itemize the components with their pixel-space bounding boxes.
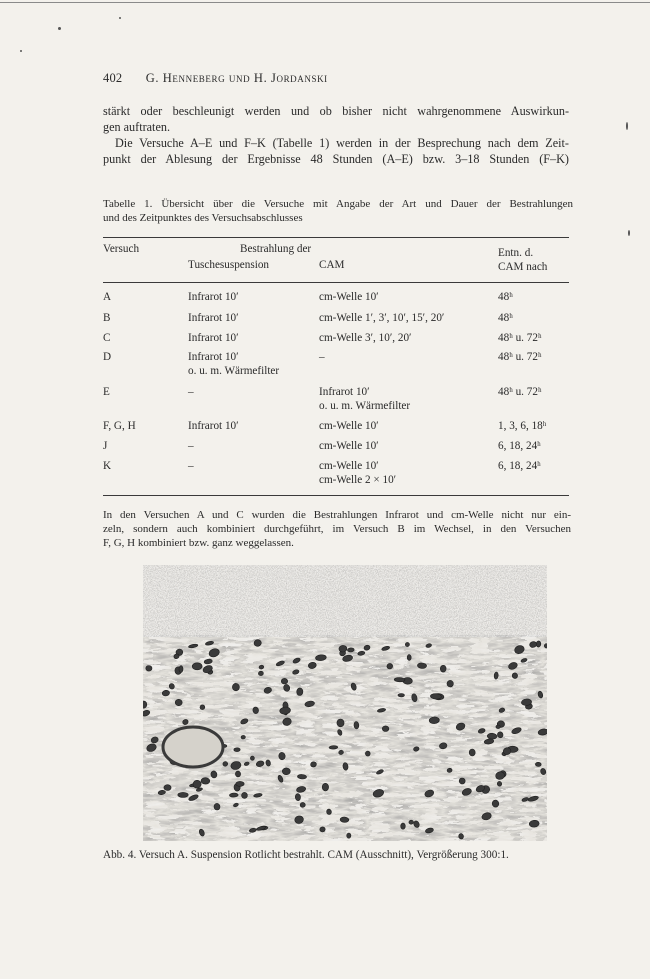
table-header-rule [103, 282, 569, 283]
cell-nucleus [365, 751, 370, 756]
cell-cam: cm-Welle 1′, 3′, 10′, 15′, 20′ [319, 312, 445, 324]
cell-versuch: D [103, 351, 112, 363]
cell-nucleus [232, 683, 240, 691]
cell-nucleus [497, 781, 502, 787]
cell-nucleus [417, 663, 427, 669]
caption-line: Tabelle 1. Übersicht über die Versuche mit Angabe der Art und Dauer der Bestrahlungen [103, 198, 573, 210]
cell-nucleus [535, 762, 541, 766]
cell-nucleus [250, 756, 254, 760]
cell-nucleus [407, 655, 411, 661]
cell-cam: cm-Welle 3′, 10′, 20′ [319, 332, 412, 344]
cell-tusche: Infrarot 10′ [188, 291, 239, 303]
micrograph-image [143, 565, 547, 841]
cell-cam: – [319, 351, 325, 363]
cell-nucleus [175, 699, 182, 706]
table-footnote [103, 509, 571, 550]
cell-tusche: – [188, 440, 194, 452]
cell-cam: cm-Welle 10′ [319, 291, 379, 303]
cell-nucleus [347, 648, 354, 653]
cell-nucleus [297, 774, 306, 779]
cell-nucleus [222, 761, 228, 766]
cell-cam-line2: cm-Welle 2 × 10′ [319, 474, 397, 486]
cell-nucleus [494, 672, 499, 680]
speck [20, 50, 22, 52]
header-cam: CAM [319, 259, 345, 271]
cell-tusche: Infrarot 10′ [188, 420, 239, 432]
cell-nucleus [297, 688, 304, 696]
cell-entn: 48ʰ u. 72ʰ [498, 332, 542, 344]
cell-nucleus [234, 748, 241, 752]
cell-entn: 48ʰ u. 72ʰ [498, 386, 542, 398]
cell-cam: cm-Welle 10′ [319, 460, 379, 472]
cell-nucleus [329, 745, 338, 749]
cell-nucleus [487, 733, 497, 739]
cell-nucleus [440, 665, 446, 672]
speck [119, 17, 121, 19]
cell-nucleus [347, 833, 351, 838]
cell-versuch: A [103, 291, 112, 303]
cell-tusche: Infrarot 10′ [188, 332, 239, 344]
text-line: gen auftraten. [103, 119, 170, 134]
table-top-rule [103, 237, 569, 238]
cell-nucleus [192, 663, 202, 670]
table-caption [103, 198, 573, 225]
running-head-authors: G. Henneberg und H. Jordanski [145, 71, 328, 85]
cell-nucleus [339, 645, 347, 652]
header-tuschesuspension: Tuschesuspension [188, 259, 270, 271]
header-versuch: Versuch [103, 243, 140, 255]
cell-nucleus [394, 677, 405, 682]
cell-nucleus [322, 783, 329, 791]
body-paragraph-1 [103, 104, 569, 135]
cell-nucleus [469, 749, 475, 756]
text-line: Die Versuche A–E und F–K (Tabelle 1) werden in der Besprechung nach dem Zeit- [115, 136, 569, 150]
cell-nucleus [354, 721, 359, 729]
cell-nucleus [278, 752, 285, 760]
cell-nucleus [382, 726, 389, 732]
figure-caption: Abb. 4. Versuch A. Suspension Rotlicht bestrahlt. CAM (Ausschnitt), Vergrößerung 300:1. [103, 849, 509, 861]
caption-line: und des Zeitpunktes des Versuchsabschlusses [103, 211, 303, 224]
note-line: F, G, H kombiniert bzw. ganz weggelassen. [103, 536, 294, 549]
cell-versuch: J [103, 440, 108, 452]
cell-versuch: E [103, 386, 110, 398]
page-number: 402 [103, 71, 123, 85]
cell-tusche: – [188, 460, 194, 472]
cell-nucleus [146, 665, 152, 671]
cell-versuch: F, G, H [103, 420, 136, 432]
cell-entn: 48ʰ [498, 291, 513, 303]
table-bottom-rule [103, 495, 569, 496]
cell-entn: 48ʰ [498, 312, 513, 324]
cell-nucleus [430, 693, 441, 699]
micrograph-figure [143, 565, 547, 841]
cell-nucleus [340, 817, 349, 823]
cell-versuch: B [103, 312, 111, 324]
note-line: zeln, sondern auch kombiniert durchgeführt, im Versuch B im Wechsel, in den Versuchen [103, 522, 571, 535]
cell-nucleus [201, 778, 210, 785]
cell-nucleus [258, 671, 263, 676]
cell-nucleus [496, 725, 501, 729]
cell-nucleus [241, 735, 246, 739]
cell-nucleus [179, 666, 183, 673]
cell-nucleus [235, 771, 241, 778]
cell-entn: 6, 18, 24ʰ [498, 460, 541, 472]
cell-nucleus [319, 827, 325, 833]
cell-nucleus [281, 678, 288, 684]
page-top-edge [0, 2, 650, 3]
cell-tusche-line2: o. u. m. Wärmefilter [188, 365, 280, 377]
header-bestrahlung: Bestrahlung der [240, 243, 312, 255]
cell-nucleus [398, 693, 405, 697]
body-paragraph-2 [103, 136, 569, 167]
text-line: stärkt oder beschleunigt werden und ob bisher nicht wahrgenommene Auswirkun- [103, 104, 569, 118]
cell-nucleus [214, 803, 221, 810]
speck [58, 27, 61, 30]
header-entn-line2: CAM nach [498, 261, 548, 273]
cell-tusche: – [188, 386, 194, 398]
cell-nucleus [409, 820, 414, 824]
cell-cam: Infrarot 10′ [319, 386, 370, 398]
cell-nucleus [178, 792, 188, 797]
cell-nucleus [401, 823, 406, 829]
cell-entn: 48ʰ u. 72ʰ [498, 351, 542, 363]
cell-versuch: C [103, 332, 111, 344]
note-line: In den Versuchen A und C wurden die Bestrahlungen Infrarot und cm-Welle nicht nur ein- [103, 509, 571, 521]
cell-nucleus [229, 793, 238, 797]
running-head [103, 71, 328, 86]
cell-tusche: Infrarot 10′ [188, 312, 239, 324]
speck [628, 230, 630, 236]
cell-cam: cm-Welle 10′ [319, 440, 379, 452]
cell-versuch: K [103, 460, 112, 472]
cell-nucleus [164, 785, 171, 791]
cell-entn: 6, 18, 24ʰ [498, 440, 541, 452]
cell-entn: 1, 3, 6, 18ʰ [498, 420, 547, 432]
header-entn-line1: Entn. d. [498, 247, 534, 259]
cell-nucleus [236, 781, 244, 786]
cell-nucleus [447, 680, 454, 687]
cell-nucleus [337, 719, 345, 727]
cell-cam-line2: o. u. m. Wärmefilter [319, 400, 411, 412]
text-line: punkt der Ablesung der Ergebnisse 48 Stunden (A–E) bzw. 3–18 Stunden (F–K) [103, 151, 569, 166]
cell-nucleus [282, 768, 290, 775]
cell-cam: cm-Welle 10′ [319, 420, 379, 432]
speck [626, 122, 628, 130]
cell-tusche: Infrarot 10′ [188, 351, 239, 363]
